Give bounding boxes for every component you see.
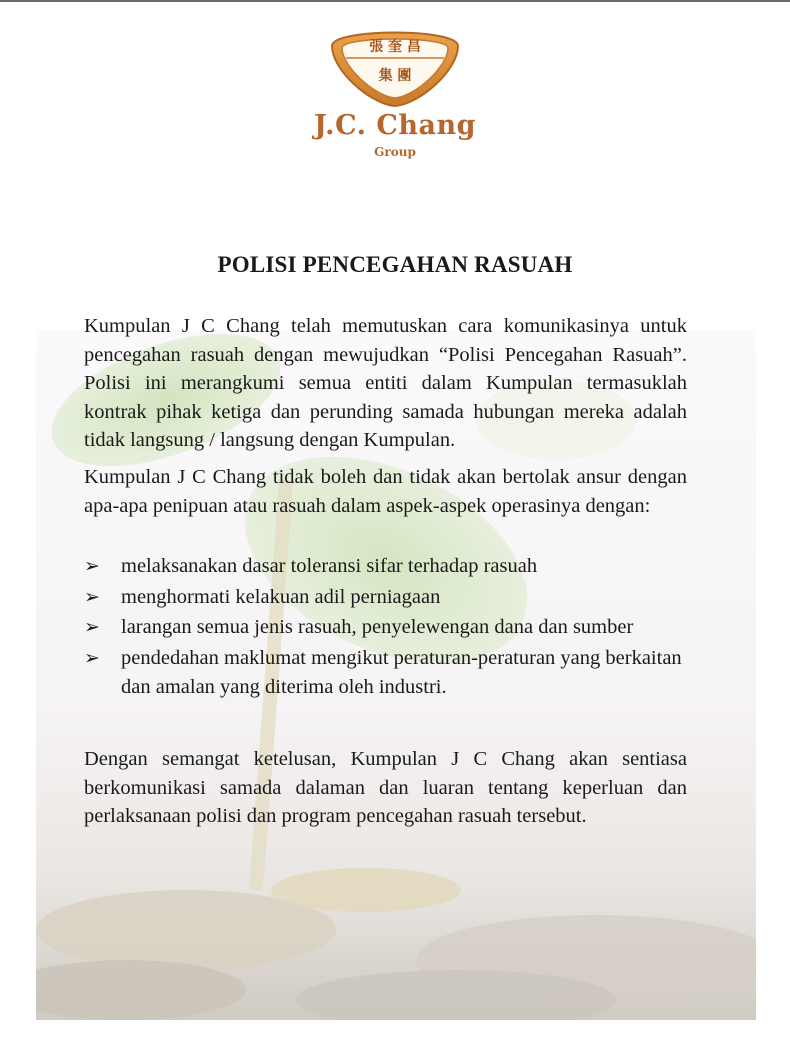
list-item [84,613,687,642]
logo-chinese-bottom: 集 團 [378,68,412,84]
logo-subtitle: Group [374,145,416,159]
arrow-bullet-icon: ➢ [84,555,100,578]
logo-company-name: J.C. Chang [313,110,477,141]
document-body [84,312,687,831]
list-item-text: pendedahan maklumat mengikut peraturan-peraturan yang berkaitan dan amalan yang diterima oleh industri. [121,646,682,698]
arrow-bullet-icon: ➢ [84,585,100,608]
list-item-text: melaksanakan dasar toleransi sifar terhadap rasuah [121,555,538,578]
paragraph-commitment: Kumpulan J C Chang tidak boleh dan tidak akan bertolak ansur dengan apa-apa penipuan atau rasuah dalam aspek-aspek operasinya dengan: [84,465,687,517]
logo-emblem [310,18,480,110]
top-rule [0,0,790,2]
document-title: POLISI PENCEGAHAN RASUAH [217,252,573,277]
list-item [84,644,687,701]
company-logo [310,18,480,168]
list-item-text: larangan semua jenis rasuah, penyelewengan dana dan sumber [121,616,634,639]
bullet-list [84,552,687,701]
list-item-text: menghormati kelakuan adil perniagaan [121,585,441,608]
list-item [84,583,687,612]
arrow-bullet-icon: ➢ [84,616,100,639]
paragraph-closing: Dengan semangat ketelusan, Kumpulan J C Chang akan sentiasa berkomunikasi samada dalaman dan luaran tentang keperluan dan perlaksanaan polisi dan program pencegahan rasuah tersebut. [84,748,687,828]
arrow-bullet-icon: ➢ [84,646,100,669]
list-item [84,552,687,581]
paragraph-intro: Kumpulan J C Chang telah memutuskan cara komunikasinya untuk pencegahan rasuah dengan mewujudkan “Polisi Pencegahan Rasuah”. Polisi ini merangkumi semua entiti dalam Kumpulan termasuklah kontrak pihak ketiga dan perunding samada hubungan mereka adalah tidak langsung / langsung dengan Kumpulan. [84,315,687,452]
logo-chinese-top: 張 奎 昌 [369,39,421,55]
